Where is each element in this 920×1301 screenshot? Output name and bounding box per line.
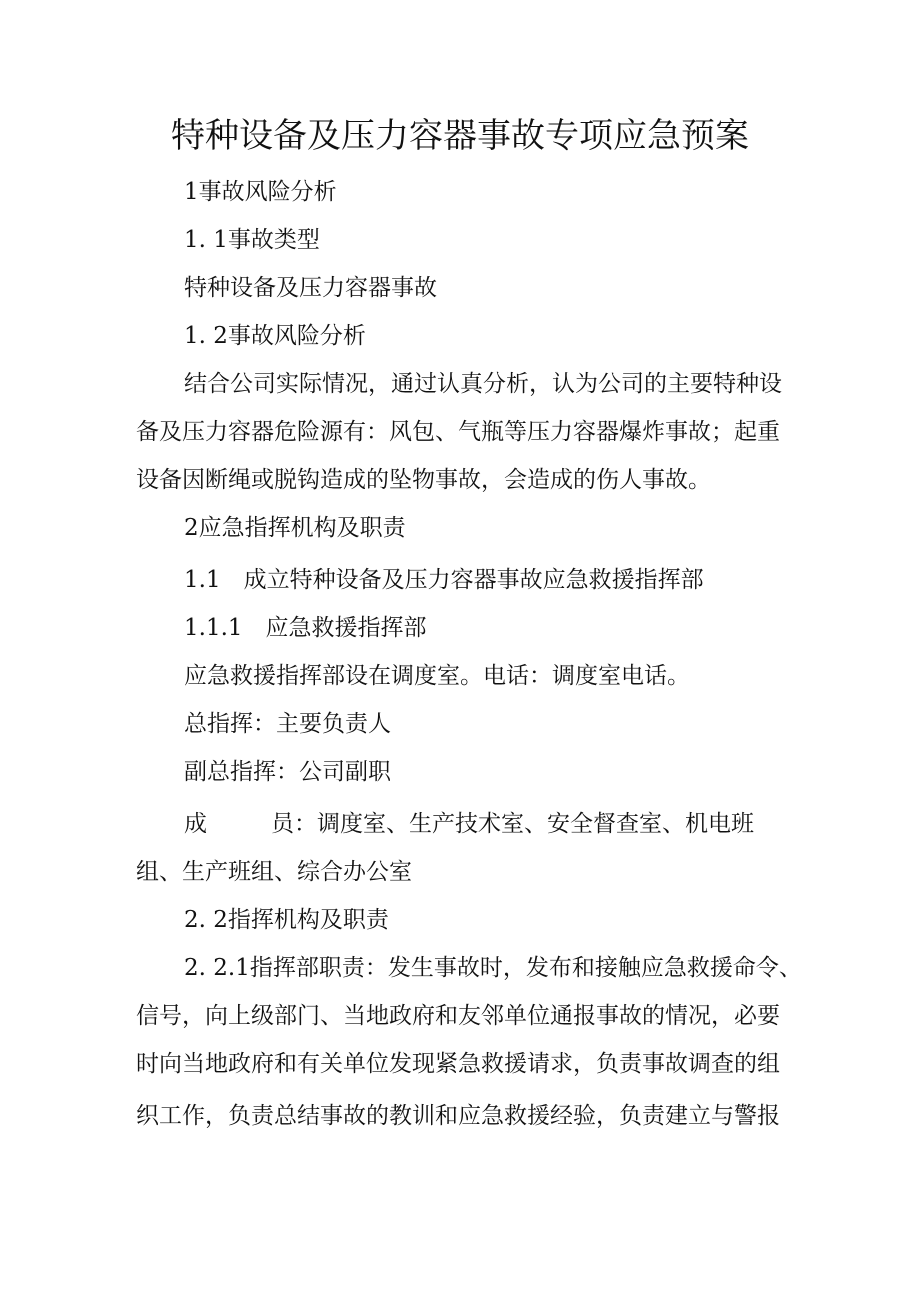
paragraph-members-line-1 <box>184 808 754 840</box>
paragraph-risk-line-3: 设备因断绳或脱钩造成的坠物事故，会造成的伤人事故。 <box>136 467 711 493</box>
paragraph-duties-line-2: 信号，向上级部门、当地政府和友邻单位通报事故的情况，必要 <box>136 1003 780 1029</box>
document-title: 特种设备及压力容器事故专项应急预案 <box>171 116 749 156</box>
paragraph-accident-type: 特种设备及压力容器事故 <box>184 275 437 301</box>
members-label-char: 成 <box>184 811 207 837</box>
heading-1: 1事故风险分析 <box>184 179 337 205</box>
paragraph-deputy-commander: 副总指挥：公司副职 <box>184 759 391 785</box>
paragraph-members-line-2: 组、生产班组、综合办公室 <box>136 859 412 885</box>
paragraph-commander: 总指挥：主要负责人 <box>184 711 391 737</box>
heading-1-1: 1. 1事故类型 <box>184 227 320 253</box>
paragraph-duties-line-3: 时向当地政府和有关单位发现紧急救援请求，负责事故调查的组 <box>136 1051 780 1077</box>
paragraph-risk-line-1: 结合公司实际情况，通过认真分析，认为公司的主要特种设 <box>184 371 782 397</box>
paragraph-duties-line-1: 2. 2.1指挥部职责：发生事故时，发布和接触应急救援命令、 <box>184 955 802 981</box>
heading-2-1-1: 1.1.1 应急救援指挥部 <box>184 615 427 641</box>
paragraph-risk-line-2: 备及压力容器危险源有：风包、气瓶等压力容器爆炸事故；起重 <box>136 419 780 445</box>
heading-2-2: 2. 2指挥机构及职责 <box>184 907 389 933</box>
paragraph-duties-line-4: 织工作，负责总结事故的教训和应急救援经验，负责建立与警报 <box>136 1103 780 1129</box>
paragraph-command-location: 应急救援指挥部设在调度室。电话：调度室电话。 <box>184 663 690 689</box>
members-list: 员：调度室、生产技术室、安全督查室、机电班 <box>271 811 754 837</box>
heading-1-2: 1. 2事故风险分析 <box>184 323 366 349</box>
heading-2-1: 1.1 成立特种设备及压力容器事故应急救援指挥部 <box>184 567 704 593</box>
heading-2: 2应急指挥机构及职责 <box>184 515 406 541</box>
